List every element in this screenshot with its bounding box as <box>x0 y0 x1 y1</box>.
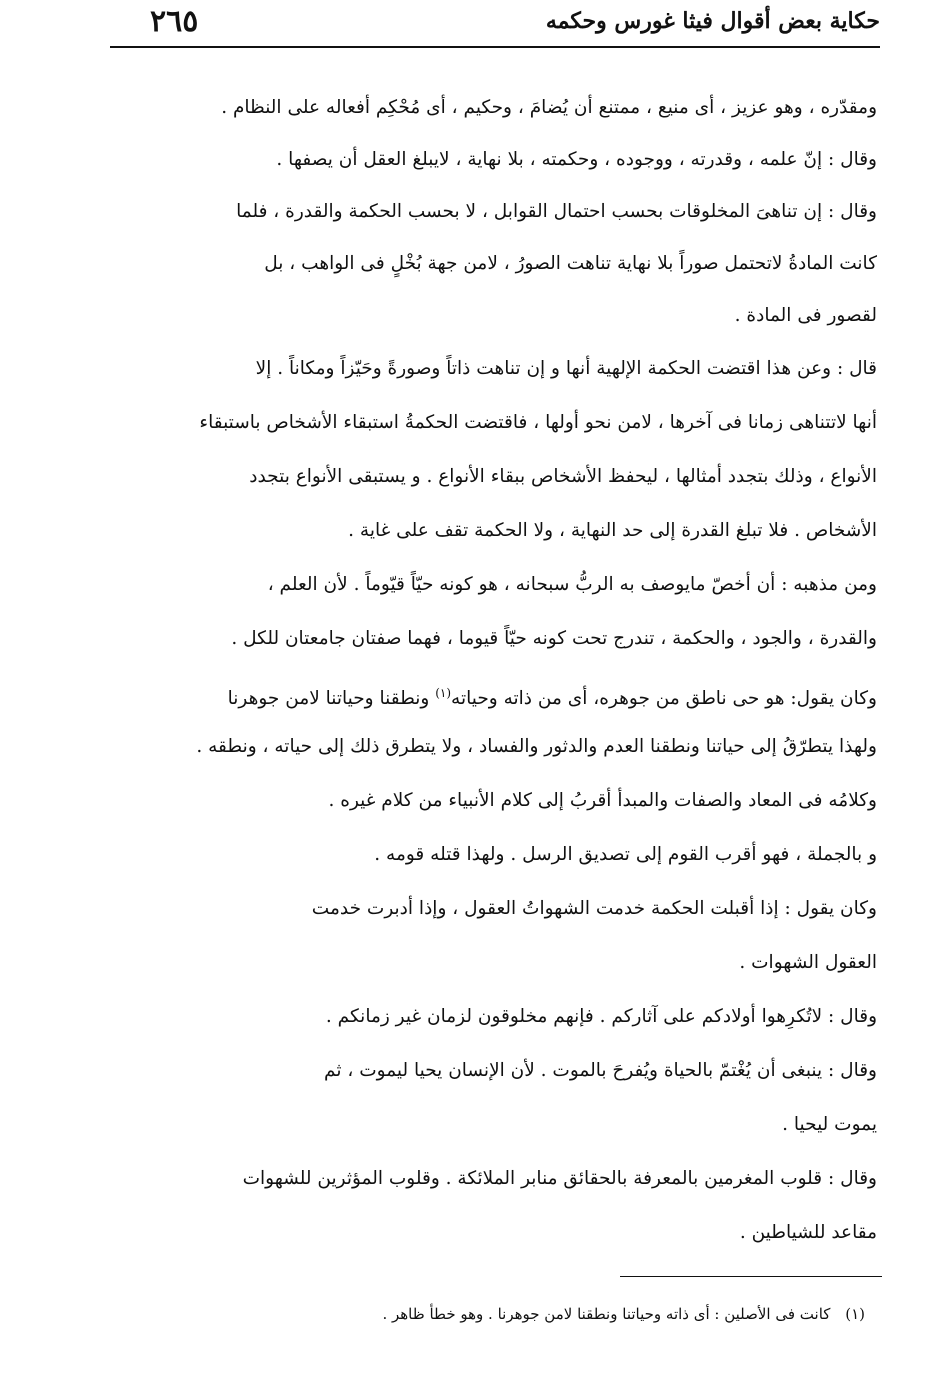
text-line-with-footnote-ref <box>115 666 877 720</box>
text-line: لقصور فى المادة . <box>734 305 877 326</box>
running-title: حكاية بعض أقوال فيثا غورس وحكمه <box>545 8 880 34</box>
main-text <box>115 82 877 1260</box>
footnote-rule <box>620 1276 882 1277</box>
text-line: مقاعد للشياطين . <box>739 1222 877 1243</box>
text-line-end: ونطقنا وحياتنا لامن جوهرنا <box>227 688 436 710</box>
text-line: الأنواع ، وذلك بتجدد أمثالها ، ليحفظ الأشخاص ببقاء الأنواع . و يستبقى الأنواع بتجدد <box>249 466 877 487</box>
page-header <box>110 4 880 40</box>
footnote-ref: (١) <box>435 686 452 700</box>
footnote-marker: (١) <box>845 1305 865 1323</box>
text-line: قال : وعن هذا اقتضت الحكمة الإلهية أنها و إن تناهت ذاتاً وصورةً وحَيّزاً ومكاناً . إلا <box>255 358 877 379</box>
text-line: وقال : قلوب المغرمين بالمعرفة بالحقائق منابر الملائكة . وقلوب المؤثرين للشهوات <box>242 1168 877 1189</box>
text-line: وكان يقول : إذا أقبلت الحكمة خدمت الشهواتُ العقول ، وإذا أدبرت خدمت <box>311 898 877 919</box>
text-line: العقول الشهوات . <box>739 952 877 973</box>
text-line: أنها لاتتناهى زمانا فى آخرها ، لامن نحو أولها ، فاقتضت الحكمةُ استبقاء الأشخاص باستبقاء <box>199 412 877 433</box>
text-line: الأشخاص . فلا تبلغ القدرة إلى حد النهاية ، ولا الحكمة تقف على غاية . <box>348 520 877 541</box>
text-line: وقال : إنّ علمه ، وقدرته ، ووجوده ، وحكمته ، بلا نهاية ، لايبلغ العقل أن يصفها . <box>276 149 877 170</box>
text-line: وقال : إن تناهىَ المخلوقات بحسب احتمال القوابل ، لا بحسب الحكمة والقدرة ، فلما <box>236 201 877 222</box>
text-line: والقدرة ، والجود ، والحكمة ، تندرج تحت كونه حيّاً قيوما ، فهما صفتان جامعتان للكل . <box>231 628 877 649</box>
text-line: وقال : لاتُكرِهوا أولادكم على آثاركم . فإنهم مخلوقون لزمان غير زمانكم . <box>325 1006 877 1027</box>
text-line-start: وكان يقول: هو حى ناطق من جوهره، أى من ذاته وحياته <box>451 688 877 710</box>
text-line: و بالجملة ، فهو أقرب القوم إلى تصديق الرسل . ولهذا قتله قومه . <box>374 844 877 865</box>
text-line: وكلامُه فى المعاد والصفات والمبدأ أقربُ إلى كلام الأنبياء من كلام غيره . <box>328 790 877 811</box>
text-line: ولهذا يتطرّقُ إلى حياتنا ونطقنا العدم والدثور والفساد ، ولا يتطرق ذلك إلى حياته ، ونطقه . <box>196 736 877 757</box>
page-number: ٢٦٥ <box>150 4 199 39</box>
footnote <box>250 1305 865 1323</box>
text-line: يموت ليحيا . <box>782 1114 877 1135</box>
text-line: وقال : ينبغى أن يُغْتمّ بالحياة ويُفرحَ بالموت . لأن الإنسان يحيا ليموت ، ثم <box>324 1060 877 1081</box>
text-line: كانت المادةُ لاتحتمل صوراً بلا نهاية تناهت الصورُ ، لامن جهة بُخْلٍ فى الواهب ، بل <box>264 253 877 274</box>
text-line: ومقدّره ، وهو عزيز ، أى منيع ، ممتنع أن يُضامَ ، وحكيم ، أى مُحْكِم أفعاله على النظام . <box>221 97 877 118</box>
text-line: ومن مذهبه : أن أخصّ مايوصف به الربُّ سبحانه ، هو كونه حيّاً قيّوماً . لأن العلم ، <box>267 574 877 595</box>
footnote-text: كانت فى الأصلين : أى ذاته وحياتنا ونطقنا لامن جوهرنا . وهو خطأ ظاهر . <box>382 1305 831 1323</box>
header-rule <box>110 46 880 48</box>
